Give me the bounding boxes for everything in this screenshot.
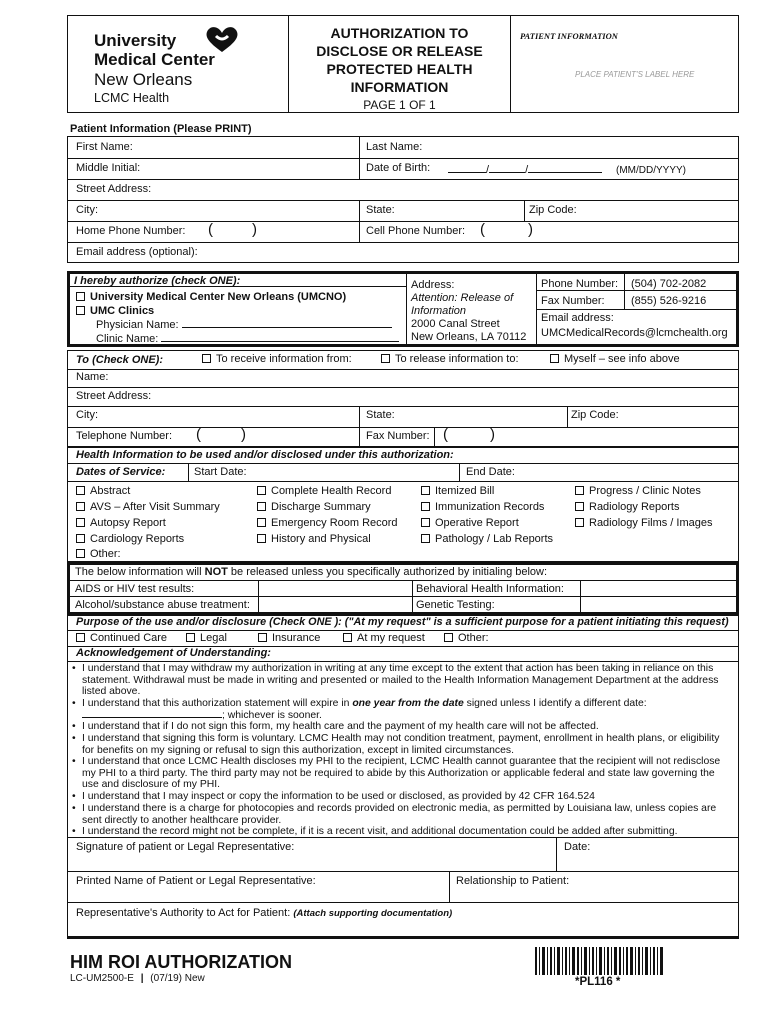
purpose-at-my-request[interactable]: At my request [343, 632, 425, 644]
dob-blanks[interactable]: / / [448, 164, 602, 176]
ack-bullet-5: • I understand that once LCMC Health discloses my PHI to the recipient, LCMC Health cannot guarantee that the recipient will not redisclose my PHI to a third party. The third party may not be required to abide by this Authorization or applicable federal and state law governing the use and disclosure of my PHI. [72, 756, 721, 791]
alcohol-initials[interactable] [259, 597, 412, 612]
fax-label: Fax Number: [541, 295, 605, 307]
middle-initial-field[interactable]: Middle Initial: [76, 162, 141, 174]
page-number: PAGE 1 OF 1 [363, 98, 436, 112]
option-umcno[interactable]: University Medical Center New Orleans (UMCNO) [76, 291, 346, 303]
logo-line4: LCMC Health [94, 91, 170, 105]
genetic-label: Genetic Testing: [416, 599, 495, 611]
check-radiology-reports[interactable]: Radiology Reports [575, 501, 680, 513]
email-value: UMCMedicalRecords@lcmchealth.org [541, 327, 728, 339]
logo-mark-icon [202, 24, 242, 54]
to-street-field[interactable]: Street Address: [76, 390, 152, 402]
authority-field[interactable]: Representative's Authority to Act for Patient: (Attach supporting documentation) [76, 907, 453, 919]
barcode-text: *PL116 * [575, 976, 621, 988]
checkbox-umcno[interactable] [76, 292, 85, 301]
first-name-field[interactable]: First Name: [76, 141, 133, 153]
purpose-title: Purpose of the use and/or disclosure (Check ONE ): ("At my request" is a sufficient purpose for a patient initiating this request) [76, 616, 729, 628]
physician-name-field[interactable]: Physician Name: [96, 319, 392, 331]
header-box [67, 15, 739, 113]
to-name-field[interactable]: Name: [76, 371, 109, 383]
ack-bullet-2: • I understand that this authorization statement will expire in one year from the date signed unless I identify a different date: ; whichever is sooner. [72, 698, 647, 721]
sensitive-intro: The below information will NOT be released unless you specifically authorized by initialing below: [75, 566, 548, 578]
title-line2: DISCLOSE OR RELEASE [316, 43, 483, 59]
authorize-box [67, 271, 739, 347]
home-phone-field[interactable]: Home Phone Number: [76, 225, 186, 237]
health-title: Health Information to be used and/or disclosed under this authorization: [76, 449, 454, 461]
printed-name-field[interactable]: Printed Name of Patient or Legal Representative: [76, 875, 316, 887]
date-field[interactable]: Date: [564, 841, 591, 853]
to-option-myself[interactable]: Myself – see info above [550, 353, 680, 365]
cell-phone-field[interactable]: Cell Phone Number: [366, 225, 466, 237]
to-city-field[interactable]: City: [76, 409, 98, 421]
fax-value: (855) 526-9216 [631, 295, 707, 307]
barcode-icon [535, 947, 665, 975]
email-field[interactable]: Email address (optional): [76, 246, 198, 258]
check-other[interactable]: Other: [76, 548, 121, 560]
ack-bullet-4: • I understand that signing this form is voluntary. LCMC Health may not condition treatment, payment, enrollment in health plans, or eligibility for benefits on my signing or refusal to sign this authorization, except in limited circumstances. [72, 733, 720, 756]
relationship-field[interactable]: Relationship to Patient: [456, 875, 570, 887]
zip-field[interactable]: Zip Code: [529, 204, 577, 216]
purpose-ack-section [67, 615, 739, 838]
to-phone-field[interactable]: Telephone Number: [76, 430, 173, 442]
genetic-initials[interactable] [581, 597, 739, 612]
to-zip-field[interactable]: Zip Code: [571, 409, 619, 421]
check-autopsy[interactable]: Autopsy Report [76, 517, 166, 529]
check-complete-record[interactable]: Complete Health Record [257, 485, 391, 497]
authorize-title: I hereby authorize (check ONE): [74, 275, 241, 287]
title-line4: INFORMATION [350, 79, 449, 95]
to-state-field[interactable]: State: [366, 409, 395, 421]
patient-info-table: First Name: Last Name: Middle Initial: Date of Birth: / / (MM/DD/YYYY) Street Address: City: State: Zip Code: Home Phone Number: ( ) Cell Phone Number: ( ) Email address (optional): [67, 136, 739, 263]
ack-bullet-7: • I understand there is a charge for photocopies and records provided on electronic media, as permitted by Louisiana law, unless copies are sent directly to another healthcare provider. [72, 803, 717, 826]
phone-label: Phone Number: [541, 278, 619, 290]
signature-section [67, 837, 739, 937]
purpose-continued-care[interactable]: Continued Care [76, 632, 167, 644]
checkbox-receive[interactable] [202, 354, 211, 363]
logo-line1: University [94, 31, 177, 50]
patient-label-placeholder[interactable]: PLACE PATIENT'S LABEL HERE [575, 70, 695, 79]
address-label: Address: [411, 279, 455, 291]
check-avs[interactable]: AVS – After Visit Summary [76, 501, 220, 513]
logo [94, 32, 284, 106]
address-city: New Orleans, LA 70112 [411, 331, 527, 343]
clinic-name-field[interactable]: Clinic Name: [96, 333, 399, 345]
street-field[interactable]: Street Address: [76, 183, 152, 195]
check-discharge[interactable]: Discharge Summary [257, 501, 371, 513]
purpose-other[interactable]: Other: [444, 632, 489, 644]
to-fax-field[interactable]: Fax Number: [366, 430, 430, 442]
dates-of-service: Dates of Service: [76, 466, 166, 478]
purpose-legal[interactable]: Legal [186, 632, 227, 644]
health-info-section [67, 447, 739, 562]
ack-title: Acknowledgement of Understanding: [76, 647, 271, 659]
dob-field[interactable]: Date of Birth: [366, 162, 431, 174]
to-title: To (Check ONE): [76, 354, 163, 366]
check-history-physical[interactable]: History and Physical [257, 533, 371, 545]
check-abstract[interactable]: Abstract [76, 485, 130, 497]
alcohol-label: Alcohol/substance abuse treatment: [75, 599, 250, 611]
address-street: 2000 Canal Street [411, 318, 500, 330]
phone-value: (504) 702-2082 [631, 278, 707, 290]
check-operative[interactable]: Operative Report [421, 517, 519, 529]
to-option-receive[interactable]: To receive information from: [202, 353, 352, 365]
form-title [289, 24, 510, 114]
checkbox-release[interactable] [381, 354, 390, 363]
behavioral-label: Behavioral Health Information: [416, 583, 564, 595]
checkbox-myself[interactable] [550, 354, 559, 363]
sensitive-info-box [67, 562, 739, 615]
check-er-record[interactable]: Emergency Room Record [257, 517, 398, 529]
purpose-insurance[interactable]: Insurance [258, 632, 320, 644]
start-date-field[interactable]: Start Date: [194, 466, 247, 478]
state-field[interactable]: State: [366, 204, 395, 216]
check-progress-notes[interactable]: Progress / Clinic Notes [575, 485, 701, 497]
email-label: Email address: [541, 312, 614, 324]
aids-hiv-initials[interactable] [259, 581, 412, 596]
check-radiology-films[interactable]: Radiology Films / Images [575, 517, 713, 529]
ack-bullet-1: • I understand that I may withdraw my authorization in writing at any time except to the extent that action has been taking in reliance on this statement. Withdrawal must be made in writing and presented or mailed to the Health Information Management Department at the address listed above. [72, 663, 719, 698]
title-line3: PROTECTED HEALTH [326, 61, 473, 77]
logo-line2: Medical Center [94, 50, 215, 69]
check-cardiology[interactable]: Cardiology Reports [76, 533, 184, 545]
attention-line2: Information [411, 305, 467, 317]
to-section: To (Check ONE): To receive information from: To release information to: Myself – see info above Name: Street Address: City: State: Zip Code: Telephone Number: ( ) Fax Number: ( ) [67, 350, 739, 447]
city-field[interactable]: City: [76, 204, 98, 216]
to-option-release[interactable]: To release information to: [381, 353, 519, 365]
signature-field[interactable]: Signature of patient or Legal Representative: [76, 841, 295, 853]
check-pathology[interactable]: Pathology / Lab Reports [421, 533, 553, 545]
logo-line3: New Orleans [94, 70, 193, 89]
ack-bullet-3: • I understand that if I do not sign this form, my health care and the payment of my health care will not be affected. [72, 721, 599, 732]
end-date-field[interactable]: End Date: [466, 466, 515, 478]
dob-format: (MM/DD/YYYY) [616, 165, 686, 176]
ack-bullet-8: • I understand the record might not be complete, if it is a recent visit, and additional documentation could be added after submitting. [72, 826, 678, 837]
checkbox-umc-clinics[interactable] [76, 306, 85, 315]
behavioral-initials[interactable] [581, 581, 739, 596]
check-itemized-bill[interactable]: Itemized Bill [421, 485, 494, 497]
footer-code: LC-UM2500-E | (07/19) New [70, 973, 205, 984]
option-umc-clinics[interactable]: UMC Clinics [76, 305, 154, 317]
patient-info-label: PATIENT INFORMATION [520, 31, 618, 41]
title-line1: AUTHORIZATION TO [330, 25, 469, 41]
attention-line: Attention: Release of [411, 292, 514, 304]
check-immunization[interactable]: Immunization Records [421, 501, 544, 513]
last-name-field[interactable]: Last Name: [366, 141, 423, 153]
ack-bullet-6: • I understand that I may inspect or copy the information to be used or disclosed, as provided by 42 CFR 164.524 [72, 791, 595, 802]
patient-section-title: Patient Information (Please PRINT) [70, 123, 252, 135]
aids-hiv-label: AIDS or HIV test results: [75, 583, 195, 595]
footer-title: HIM ROI AUTHORIZATION [70, 952, 292, 972]
